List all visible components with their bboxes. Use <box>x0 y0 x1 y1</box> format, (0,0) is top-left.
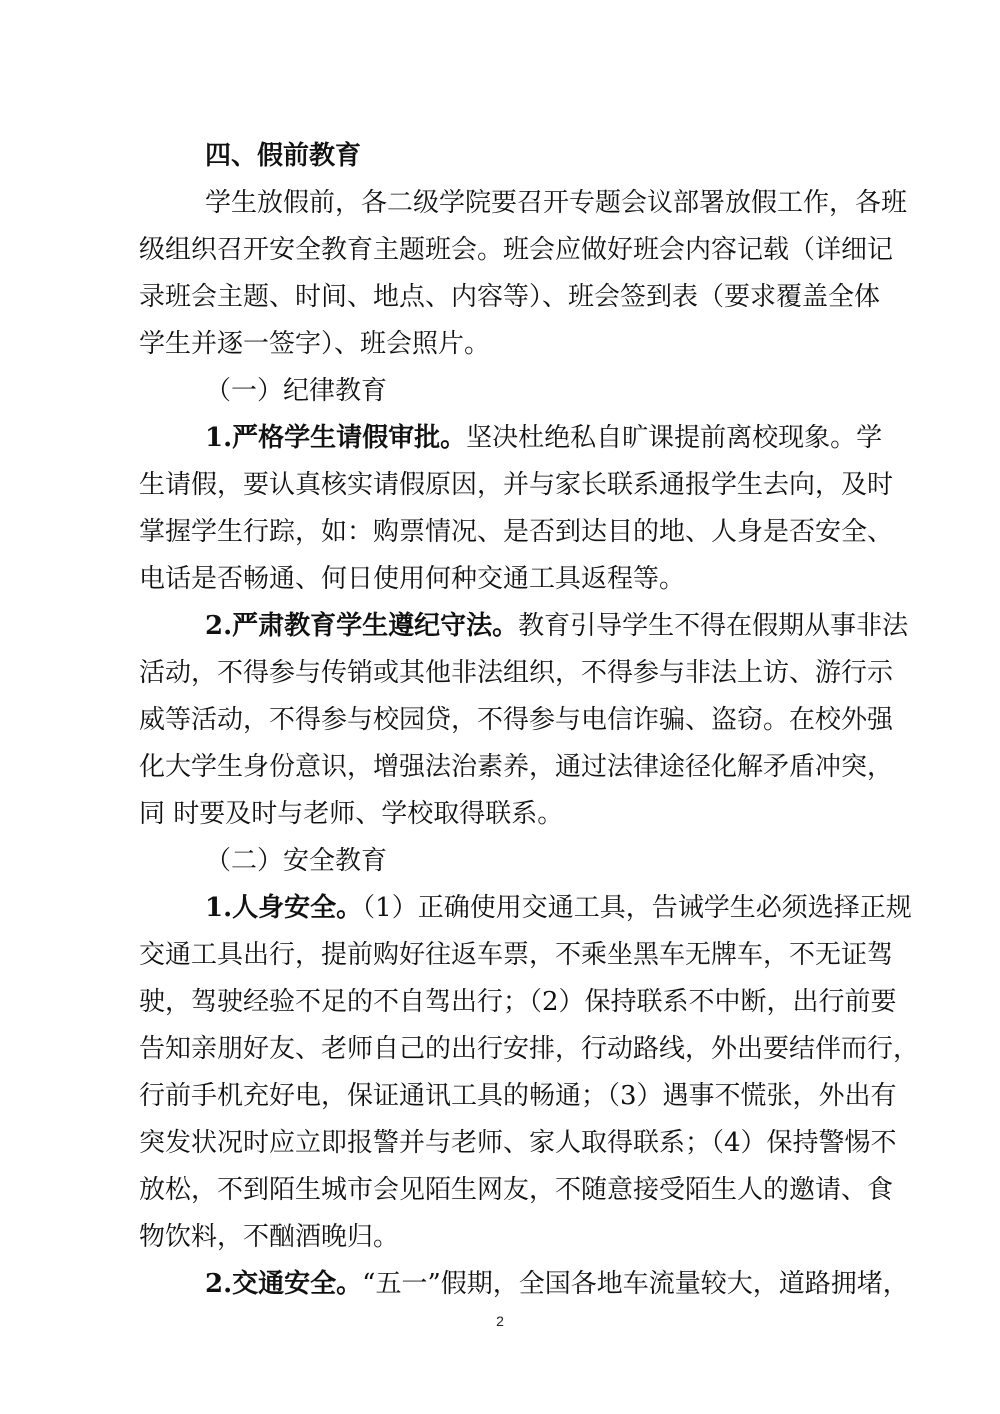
intro-line: 级组织召开安全教育主题班会。班会应做好班会内容记载（详细记 <box>139 235 894 265</box>
item-line: 掌握学生行踪，如：购票情况、是否到达目的地、人身是否安全、 <box>139 517 894 547</box>
intro-line: 学生并逐一签字）、班会照片。 <box>139 329 491 359</box>
item-line: 生请假，要认真核实请假原因，并与家长联系通报学生去向，及时 <box>139 470 894 500</box>
item-text: （1）正确使用交通工具，告诫学生必须选择正规 <box>362 893 912 923</box>
item-heading: 2.严肃教育学生遵纪守法。 <box>205 611 519 641</box>
section-title: 四、假前教育 <box>205 141 362 171</box>
page-number: 2 <box>496 1313 504 1329</box>
intro-line: 学生放假前，各二级学院要召开专题会议部署放假工作，各班 <box>205 188 908 218</box>
item-text: “五一”假期，全国各地车流量较大，道路拥堵， <box>362 1269 909 1299</box>
item-line: 化大学生身份意识，增强法治素养，通过法律途径化解矛盾冲突， <box>139 752 894 782</box>
intro-line: 录班会主题、时间、地点、内容等）、班会签到表（要求覆盖全体 <box>139 282 881 312</box>
item-line: 驶，驾驶经验不足的不自驾出行；（2）保持联系不中断，出行前要 <box>139 987 897 1017</box>
item-line: 活动，不得参与传销或其他非法组织，不得参与非法上访、游行示 <box>139 658 894 688</box>
item-heading: 1.人身安全。 <box>205 893 363 923</box>
item-line: 告知亲朋好友、老师自己的出行安排，行动路线，外出要结伴而行， <box>139 1034 920 1064</box>
item-line: 放松，不到陌生城市会见陌生网友，不随意接受陌生人的邀请、食 <box>139 1175 894 1205</box>
subsection-title-safety: （二）安全教育 <box>205 846 388 876</box>
item-line: 物饮料，不酗酒晚归。 <box>139 1222 400 1252</box>
item-line: 交通工具出行，提前购好往返车票，不乘坐黑车无牌车，不无证驾 <box>139 940 894 970</box>
item-text: 坚决杜绝私自旷课提前离校现象。学 <box>466 423 883 453</box>
item-text: 教育引导学生不得在假期从事非法 <box>518 611 909 641</box>
item-line: 威等活动，不得参与校园贷，不得参与电信诈骗、盗窃。在校外强 <box>139 705 894 735</box>
subsection-title-discipline: （一）纪律教育 <box>205 376 388 406</box>
item-heading: 1.严格学生请假审批。 <box>205 423 467 453</box>
item-line: 行前手机充好电，保证通讯工具的畅通；（3）遇事不慌张，外出有 <box>139 1081 897 1111</box>
item-line: 同 时要及时与老师、学校取得联系。 <box>139 799 564 829</box>
item-line: 突发状况时应立即报警并与老师、家人取得联系；（4）保持警惕不 <box>139 1128 897 1158</box>
item-heading: 2.交通安全。 <box>205 1269 363 1299</box>
item-line: 电话是否畅通、何日使用何种交通工具返程等。 <box>139 564 686 594</box>
